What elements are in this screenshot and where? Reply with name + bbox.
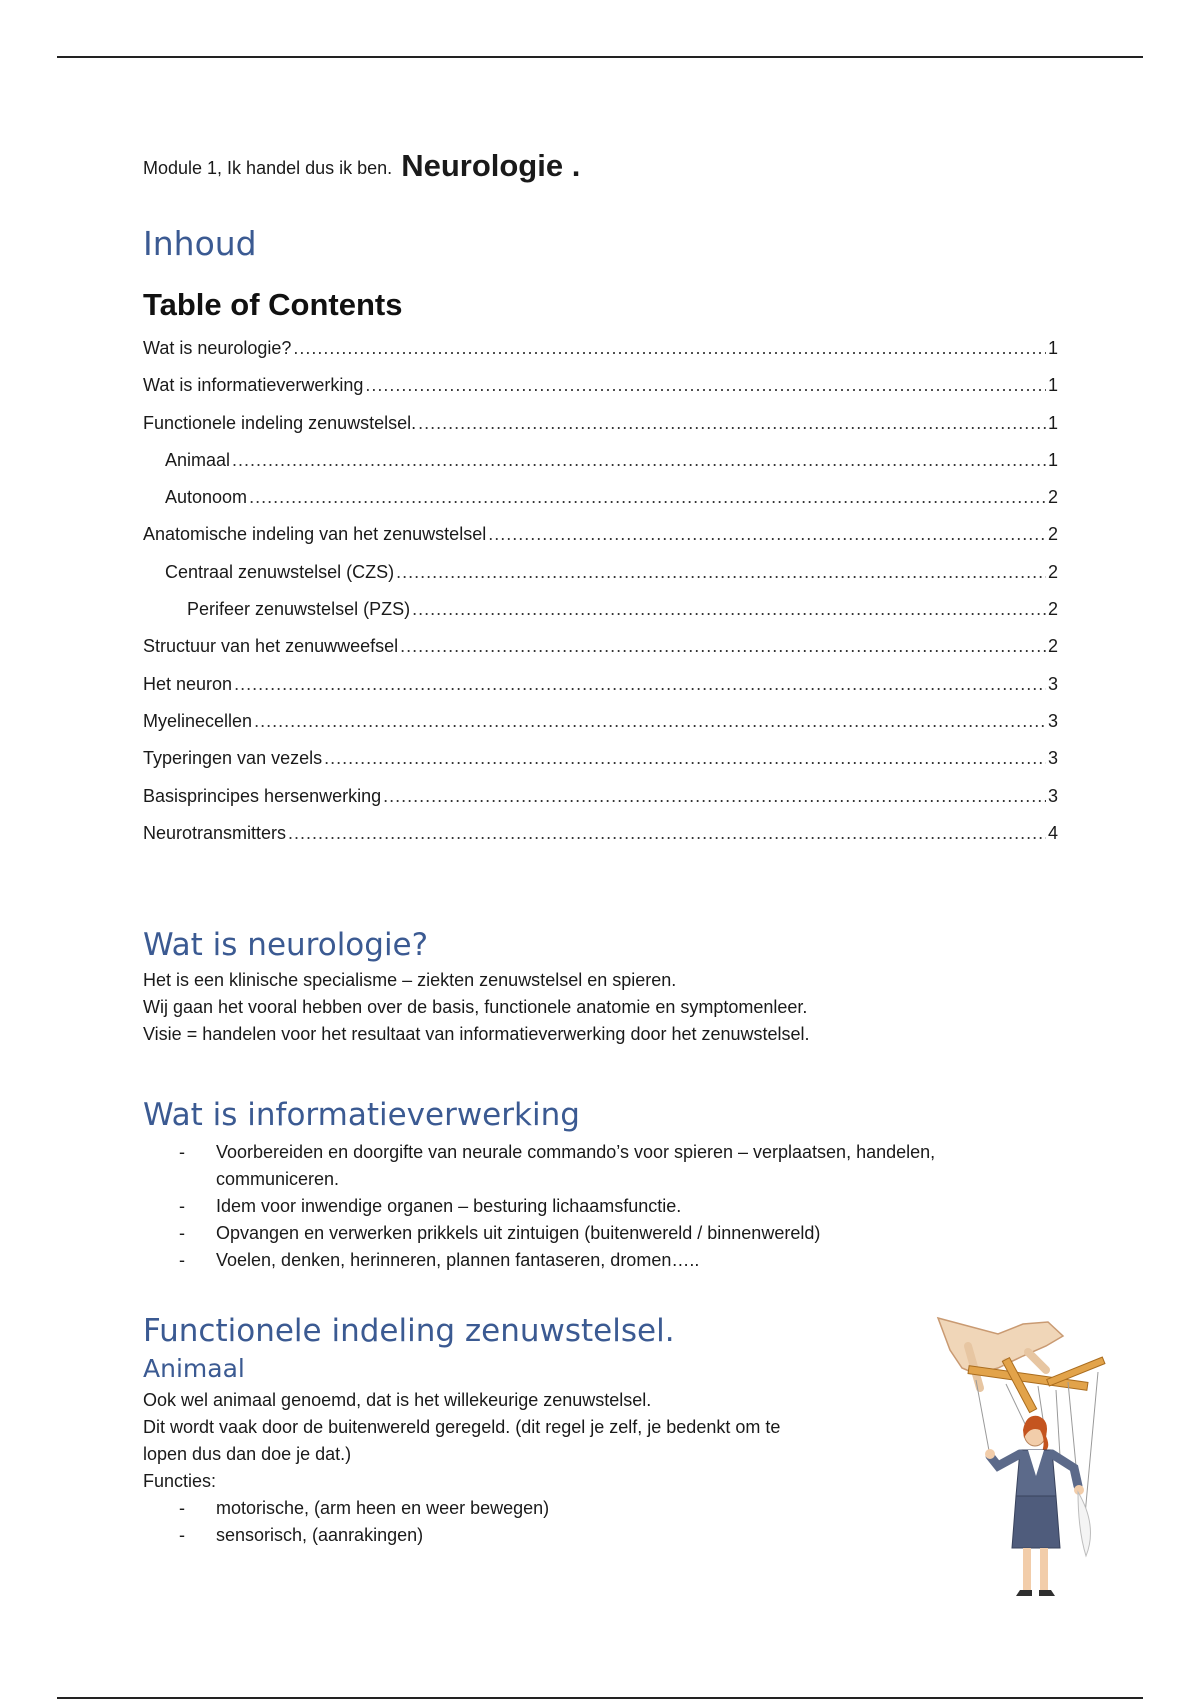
- toc-title: Table of Contents: [143, 287, 403, 322]
- toc-entry[interactable]: Perifeer zenuwstelsel (PZS) ..... 2: [143, 599, 1058, 636]
- paragraph-line: Wij gaan het vooral hebben over de basis, functionele anatomie en symptomenleer.: [143, 997, 808, 1017]
- list-item: - Idem voor inwendige organen – besturing lichaamsfunctie.: [179, 1196, 682, 1216]
- heading-functionele-indeling: Functionele indeling zenuwstelsel.: [143, 1313, 675, 1349]
- neurologie-paragraph: [143, 967, 810, 1048]
- inhoud-heading: Inhoud: [143, 224, 257, 263]
- list-item: - Opvangen en verwerken prikkels uit zintuigen (buitenwereld / binnenwereld): [179, 1223, 821, 1243]
- paragraph-line: Dit wordt vaak door de buitenwereld geregeld. (dit regel je zelf, je bedenkt om te: [143, 1417, 781, 1437]
- toc-entry[interactable]: Het neuron ..... 3: [143, 674, 1058, 711]
- list-item: - Voelen, denken, herinneren, plannen fantaseren, dromen…..: [179, 1250, 700, 1270]
- toc-entry[interactable]: Basisprincipes hersenwerking ..... 3: [143, 786, 1058, 823]
- list-item: - motorische, (arm heen en weer bewegen): [179, 1498, 550, 1518]
- subheading-animaal: Animaal: [143, 1354, 245, 1383]
- functies-list: [143, 1495, 1043, 1549]
- heading-neurologie: Wat is neurologie?: [143, 927, 429, 963]
- toc-entry[interactable]: Typeringen van vezels ..... 3: [143, 748, 1058, 785]
- list-item: - Voorbereiden en doorgifte van neurale commando’s voor spieren – verplaatsen, handelen, communiceren.: [179, 1142, 936, 1189]
- toc-entry[interactable]: Myelinecellen ..... 3: [143, 711, 1058, 748]
- toc-entry[interactable]: Animaal ..... 1: [143, 450, 1058, 487]
- table-of-contents: [143, 338, 1058, 860]
- paragraph-line: Functies:: [143, 1471, 217, 1491]
- toc-entry[interactable]: Wat is neurologie? ..... 1: [143, 338, 1058, 375]
- toc-entry[interactable]: Anatomische indeling van het zenuwstelsel ..... 2: [143, 524, 1058, 561]
- top-rule: [57, 56, 1143, 58]
- toc-entry[interactable]: Wat is informatieverwerking ..... 1: [143, 375, 1058, 412]
- paragraph-line: Ook wel animaal genoemd, dat is het willekeurige zenuwstelsel.: [143, 1390, 652, 1410]
- bottom-rule: [57, 1697, 1143, 1699]
- heading-informatieverwerking: Wat is informatieverwerking: [143, 1097, 580, 1133]
- toc-entry[interactable]: Functionele indeling zenuwstelsel. ..... 1: [143, 413, 1058, 450]
- informatieverwerking-list: [143, 1139, 1043, 1274]
- module-text: Module 1, Ik handel dus ik ben.: [143, 158, 393, 178]
- toc-entry[interactable]: Neurotransmitters ..... 4: [143, 823, 1058, 860]
- animaal-paragraph: [143, 1387, 780, 1495]
- puppet-illustration: [928, 1316, 1108, 1608]
- toc-entry[interactable]: Centraal zenuwstelsel (CZS) ..... 2: [143, 562, 1058, 599]
- paragraph-line: Het is een klinische specialisme – ziekten zenuwstelsel en spieren.: [143, 970, 677, 990]
- paragraph-line: Visie = handelen voor het resultaat van informatieverwerking door het zenuwstelsel.: [143, 1024, 810, 1044]
- module-line: [143, 148, 580, 184]
- list-item: - sensorisch, (aanrakingen): [179, 1525, 424, 1545]
- module-title: Neurologie .: [401, 148, 581, 183]
- toc-entry[interactable]: Autonoom ..... 2: [143, 487, 1058, 524]
- toc-entry[interactable]: Structuur van het zenuwweefsel ..... 2: [143, 636, 1058, 673]
- paragraph-line: lopen dus dan doe je dat.): [143, 1444, 352, 1464]
